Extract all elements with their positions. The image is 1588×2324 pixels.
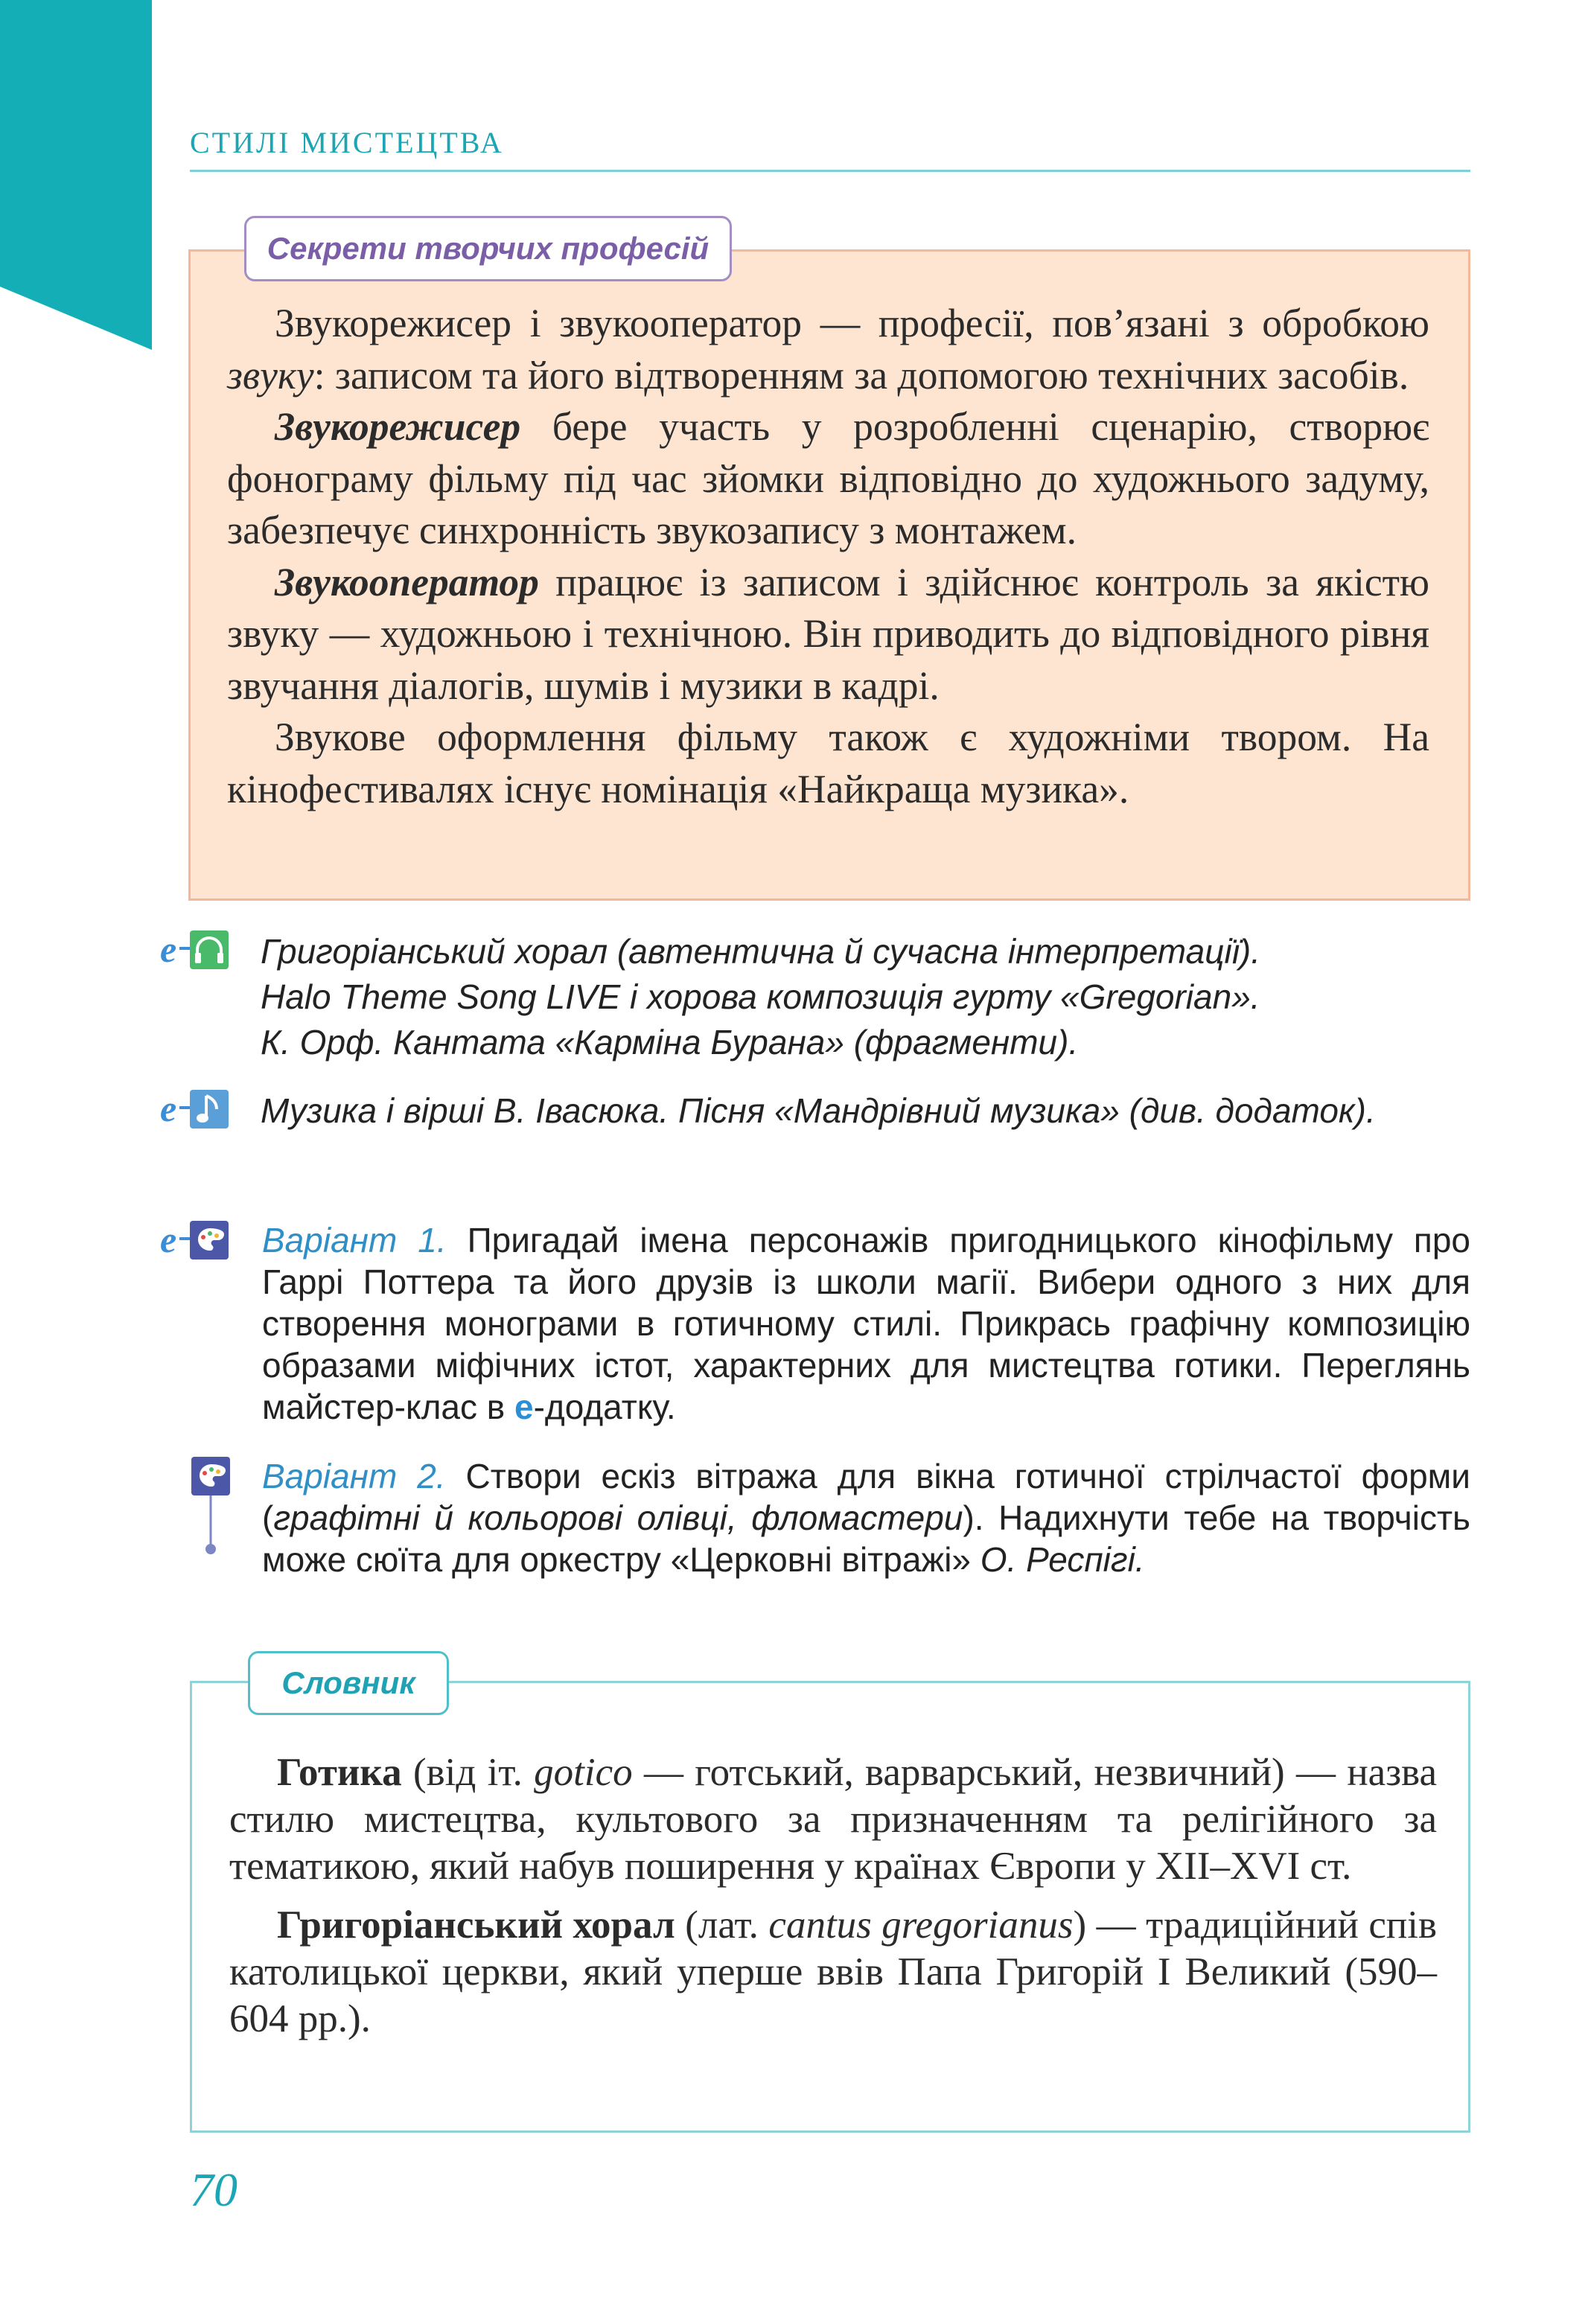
palette-icon bbox=[190, 1455, 235, 1574]
secrets-tab-title: Секрети творчих професій bbox=[244, 216, 732, 281]
svg-text:e: e bbox=[160, 1088, 177, 1129]
svg-text:e: e bbox=[160, 929, 177, 970]
music-block bbox=[160, 1088, 1470, 1185]
header-rule bbox=[190, 170, 1470, 172]
page-number: 70 bbox=[190, 2163, 237, 2216]
variant-2-text: Варіант 2. Створи ескіз вітража для вікна готичної стрілчастої форми (графітні й кольорові олівці, фломастери). Надихнути тебе на творчість може сюїта для оркестру «Церковні вітражі» О. Респігі. bbox=[262, 1457, 1471, 1579]
dictionary-entry-gothic: Готика (від іт. gotico — готський, варварський, незвичний) — назва стилю мистецтва, культового за призначенням та релігійного за тематикою, який набув поширення у країнах Європи у XII–XVI ст. bbox=[229, 1751, 1437, 1888]
term-sound-director: Звукорежисер bbox=[275, 404, 521, 449]
palette-icon bbox=[160, 1219, 235, 1261]
secrets-paragraph-1: Звукорежисер і звукооператор — професії, пов’язані з обробкою звуку: записом та його відтворенням за допомогою технічних засобів. bbox=[227, 301, 1429, 398]
corner-decoration bbox=[0, 0, 152, 350]
svg-text:e: e bbox=[160, 1219, 177, 1260]
task-variant-1 bbox=[160, 1219, 1470, 1435]
headphones-icon bbox=[160, 929, 235, 971]
variant-1-text: Варіант 1. Пригадай імена персонажів пригодницького кінофільму про Гаррі Поттера та його друзів із школи магії. Вибери одного з них для створення монограми в готичному стилі. Прикрась графічну композицію образами міфічних істот, характерних для мистецтва готики. Переглянь майстер-клас в е-додатку. bbox=[262, 1221, 1470, 1426]
listening-text: Григоріанський хорал (автентична й сучасна інтерпретації). Halo Theme Song LIVE і хорова композиція гурту «Gregorian». К. Орф. Кантата «Карміна Бурана» (фрагменти). bbox=[261, 932, 1261, 1062]
secrets-paragraph-2: Звукорежисер бере участь у розробленні сценарію, створює фонограму фільму під час зйомки відповідно до художнього задуму, забезпечує синхронність звукозапису з монтажем. bbox=[227, 404, 1429, 552]
dictionary-entry-gregorian-chant: Григоріанський хорал (лат. cantus gregorianus) — традиційний спів католицької церкви, який уперше ввів Папа Григорій I Великий (590–604 рр.). bbox=[229, 1903, 1437, 2040]
listening-block bbox=[160, 929, 1470, 1070]
secrets-paragraph-3: Звукооператор працює із записом і здійснює контроль за якістю звуку — художньою і технічною. Він приводить до відповідного рівня звучання діалогів, шумів і музики в кадрі. bbox=[227, 559, 1429, 708]
term-sound-operator: Звукооператор bbox=[275, 559, 539, 604]
music-text: Музика і вірші В. Івасюка. Пісня «Мандрівний музика» (див. додаток). bbox=[261, 1091, 1376, 1130]
running-head: СТИЛІ МИСТЕЦТВА bbox=[190, 126, 504, 159]
dictionary-text bbox=[229, 1749, 1437, 2055]
secrets-text bbox=[227, 298, 1429, 815]
dictionary-tab-title: Словник bbox=[248, 1651, 449, 1715]
secrets-paragraph-4: Звукове оформлення фільму також є художніми твором. На кінофестивалях існує номінація «Найкраща музика». bbox=[227, 715, 1429, 811]
task-variant-2 bbox=[160, 1455, 1470, 1634]
music-note-icon bbox=[160, 1088, 235, 1130]
